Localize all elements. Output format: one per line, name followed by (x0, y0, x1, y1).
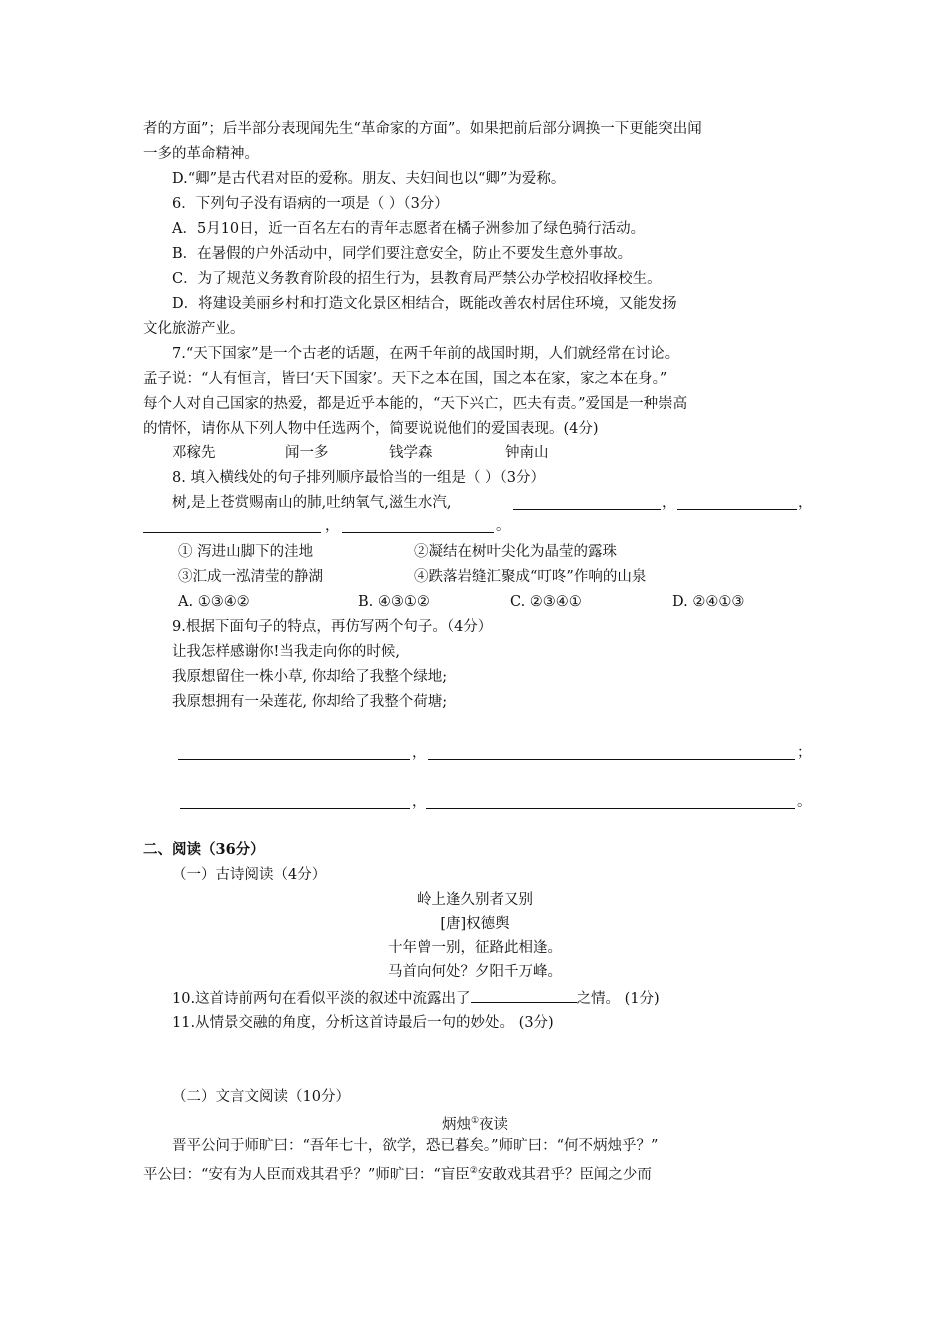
question-9-stem: 9.根据下面句子的特点，再仿写两个句子。（4分） (172, 619, 493, 635)
question-7-text: 的情怀，请你从下列人物中任选两个，简要说说他们的爱国表现。(4分) (143, 421, 599, 437)
text-line: 晋平公问于师旷曰：“吾年七十，欲学，恐已暮矣。”师旷曰：“何不炳烛乎？” (172, 1138, 659, 1154)
answer-blank[interactable] (180, 808, 410, 809)
question-6-option-d: D．将建设美丽乡村和打造文化景区相结合，既能改善农村居住环境，又能发扬 (172, 296, 677, 312)
question-9-example: 我原想留住一株小草, 你却给了我整个绿地; (172, 669, 448, 685)
text-part: 安敢戏其君乎？臣闻之少而 (477, 1166, 652, 1183)
option-d: D.“卿”是古代君对臣的爱称。朋友、夫妇间也以“卿”为爱称。 (172, 171, 566, 187)
answer-blank[interactable] (143, 532, 321, 533)
question-7-text: 每个人对自己国家的热爱，都是近乎本能的，“天下兴亡，匹夫有责。”爱国是一种崇高 (143, 396, 688, 412)
choice-c: C. ②③④① (510, 594, 582, 610)
text-line: 者的方面”；后半部分表现闻先生“革命家的方面”。如果把前后部分调换一下更能突出闻 (143, 121, 702, 137)
choice-a: A. ①③④② (178, 594, 250, 610)
section-title: 二、阅读（36分） (143, 841, 265, 858)
semicolon: ； (797, 745, 812, 761)
answer-blank[interactable] (342, 532, 494, 533)
question-10 (172, 988, 660, 1009)
text-title-part: 夜读 (479, 1116, 509, 1133)
answer-blank[interactable] (677, 509, 797, 510)
poem-author: [唐]权德舆 (440, 916, 510, 932)
question-7-stem: 7.“天下国家”是一个古老的话题，在两千年前的战国时期，人们就经常在讨论。 (172, 346, 680, 362)
subsection-title: （二）文言文阅读（10分） (172, 1089, 350, 1105)
question-9-example: 我原想拥有一朵莲花, 你却给了我整个荷塘; (172, 694, 448, 710)
question-10-text: 10.这首诗前两句在看似平淡的叙述中流露出了 (172, 991, 471, 1007)
person-name: 钱学森 (389, 445, 433, 461)
comma: ， (412, 794, 427, 810)
comma: ， (412, 745, 427, 761)
answer-blank[interactable] (471, 988, 577, 1003)
question-6-option-d-cont: 文化旅游产业。 (143, 321, 245, 337)
person-name: 闻一多 (285, 445, 329, 461)
poem-line: 马首向何处？夕阳千万峰。 (388, 964, 562, 980)
period: 。 (797, 794, 812, 810)
person-name: 钟南山 (505, 445, 549, 461)
question-11: 11.从情景交融的角度，分析这首诗最后一句的妙处。 (3分) (172, 1015, 554, 1031)
sentence-item-1: ① 泻进山脚下的洼地 (178, 544, 314, 560)
answer-blank[interactable] (426, 808, 795, 809)
answer-blank[interactable] (178, 759, 410, 760)
text-part: 平公曰：“安有为人臣而戏其君乎？”师旷曰：“盲臣 (143, 1166, 470, 1183)
question-7-text: 孟子说：“人有恒言，皆曰‘天下国家’。天下之本在国，国之本在家，家之本在身。” (143, 371, 668, 387)
question-9-example: 让我怎样感谢你!当我走向你的时候, (172, 644, 400, 660)
text-title (0, 1111, 950, 1135)
question-8-stem: 8. 填入横线处的句子排列顺序最恰当的一组是（ ）（3分） (172, 470, 546, 486)
text-title-part: 炳烛 (441, 1116, 471, 1133)
text-line: 一多的革命精神。 (143, 146, 259, 162)
choice-d: D. ②④①③ (672, 594, 745, 610)
comma: ， (662, 495, 677, 511)
choice-b: B. ④③①② (358, 594, 430, 610)
question-6-option-b: B．在暑假的户外活动中，同学们要注意安全，防止不要发生意外事故。 (172, 246, 633, 262)
comma: ， (798, 495, 813, 511)
poem-title: 岭上逢久别者又别 (417, 892, 533, 908)
period: 。 (496, 518, 511, 534)
footnote-marker: ② (469, 1166, 478, 1176)
poem-line: 十年曾一别，征路此相逢。 (388, 940, 562, 956)
comma: ， (325, 518, 340, 534)
question-8-sentence: 树,是上苍赏赐南山的肺,吐纳氧气,滋生水汽, (172, 495, 452, 511)
sentence-item-2: ②凝结在树叶尖化为晶莹的露珠 (414, 544, 617, 560)
question-6-stem: 6．下列句子没有语病的一项是（ ）（3分） (172, 196, 449, 212)
question-10-text: 之情。 (1分) (576, 991, 660, 1007)
question-6-option-c: C．为了规范义务教育阶段的招生行为，县教育局严禁公办学校招收择校生。 (172, 271, 662, 287)
person-name: 邓稼先 (172, 445, 216, 461)
subsection-title: （一）古诗阅读（4分） (172, 867, 327, 883)
footnote-marker: ① (470, 1116, 480, 1126)
question-6-option-a: A．5月10日，近一百名左右的青年志愿者在橘子洲参加了绿色骑行活动。 (172, 221, 646, 237)
sentence-item-3: ③汇成一泓清莹的静湖 (178, 569, 323, 585)
answer-blank[interactable] (428, 759, 795, 760)
sentence-item-4: ④跌落岩缝汇聚成“叮咚”作响的山泉 (414, 569, 647, 585)
text-line (143, 1161, 652, 1185)
answer-blank[interactable] (513, 509, 661, 510)
